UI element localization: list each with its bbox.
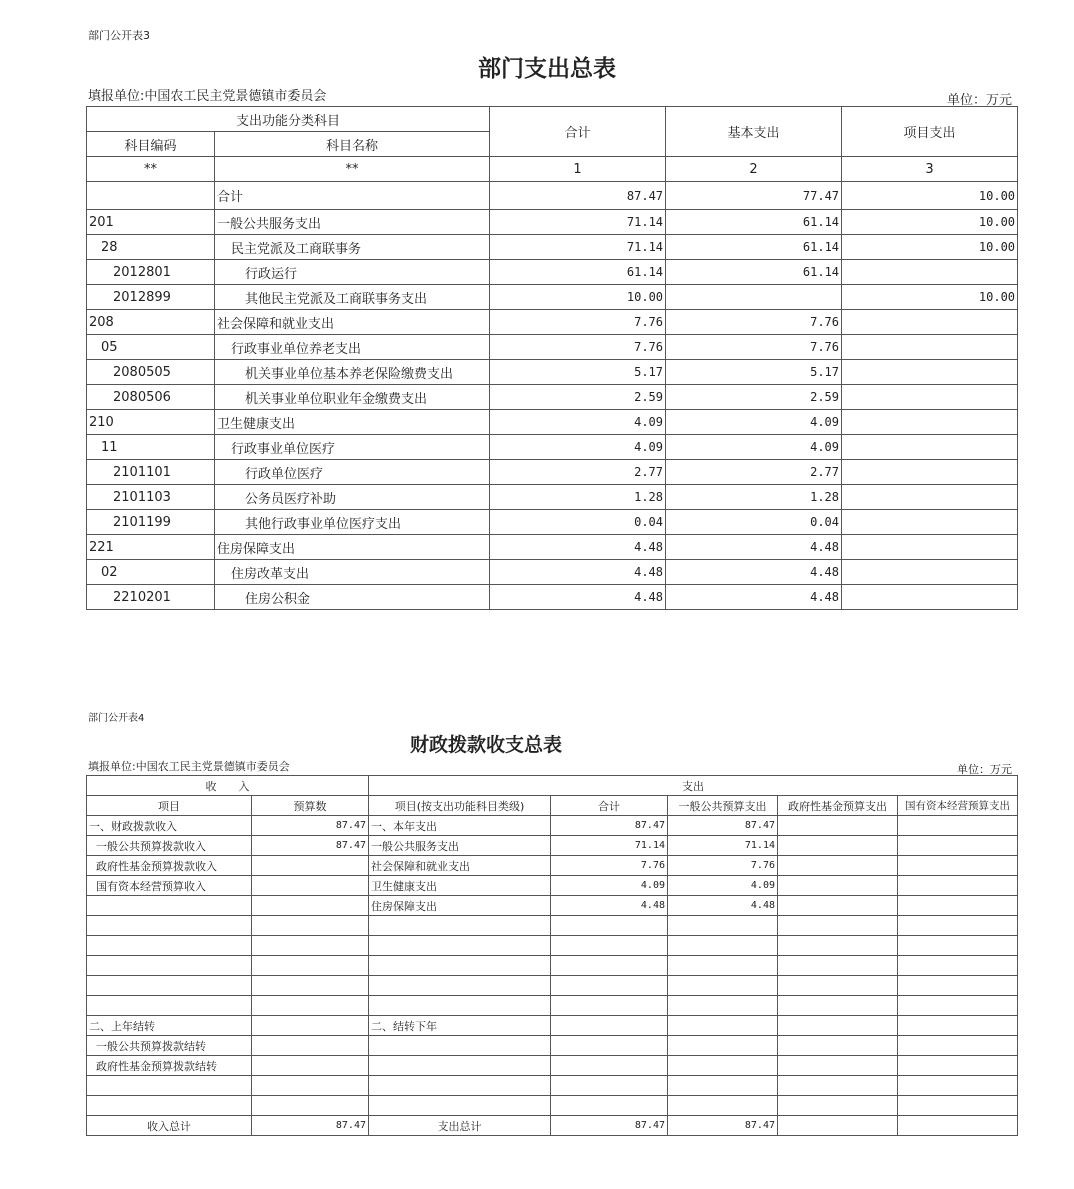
basic-cell: 5.17 bbox=[666, 360, 842, 385]
fund-cell bbox=[778, 1096, 898, 1116]
state-cell bbox=[898, 1076, 1018, 1096]
table-row bbox=[87, 310, 1018, 335]
code-cell: 02 bbox=[87, 560, 215, 585]
code-cell: 210 bbox=[87, 410, 215, 435]
expense-item-cell: 一、本年支出 bbox=[369, 816, 551, 836]
header-code: 科目编码 bbox=[87, 132, 215, 157]
state-cell bbox=[898, 956, 1018, 976]
general-cell: 7.76 bbox=[668, 856, 778, 876]
fund-cell bbox=[778, 1056, 898, 1076]
total-cell: 87.47 bbox=[490, 182, 666, 210]
table-row bbox=[87, 285, 1018, 310]
table-row bbox=[87, 585, 1018, 610]
income-item-cell bbox=[87, 936, 252, 956]
page-title: 财政拨款收支总表 bbox=[410, 734, 563, 756]
fund-cell bbox=[778, 1036, 898, 1056]
table-row bbox=[87, 235, 1018, 260]
total-cell bbox=[551, 1056, 668, 1076]
header-state: 国有资本经营预算支出 bbox=[898, 796, 1018, 816]
basic-cell: 4.09 bbox=[666, 410, 842, 435]
total-cell bbox=[551, 996, 668, 1016]
code-cell: 2101101 bbox=[87, 460, 215, 485]
project-cell: 10.00 bbox=[842, 182, 1018, 210]
general-cell bbox=[668, 1096, 778, 1116]
project-cell bbox=[842, 485, 1018, 510]
expense-item-cell bbox=[369, 916, 551, 936]
total-cell: 7.76 bbox=[490, 310, 666, 335]
header-expense: 支出 bbox=[369, 776, 1018, 796]
budget-cell bbox=[252, 856, 369, 876]
total-cell bbox=[551, 1096, 668, 1116]
table-row bbox=[87, 182, 1018, 210]
header-total: 合计 bbox=[551, 796, 668, 816]
income-total-label: 收入总计 bbox=[87, 1116, 252, 1136]
code-cell: 221 bbox=[87, 535, 215, 560]
fund-cell bbox=[778, 816, 898, 836]
general-cell bbox=[668, 916, 778, 936]
name-cell: 住房公积金 bbox=[215, 585, 490, 610]
total-cell: 87.47 bbox=[551, 816, 668, 836]
total-cell: 4.09 bbox=[490, 410, 666, 435]
table-row bbox=[87, 916, 1018, 936]
name-cell: 行政事业单位医疗 bbox=[215, 435, 490, 460]
table-row bbox=[87, 485, 1018, 510]
budget-cell bbox=[252, 876, 369, 896]
project-cell bbox=[842, 460, 1018, 485]
expense-item-cell: 住房保障支出 bbox=[369, 896, 551, 916]
total-cell: 7.76 bbox=[551, 856, 668, 876]
project-cell bbox=[842, 385, 1018, 410]
general-cell bbox=[668, 1076, 778, 1096]
state-cell bbox=[898, 916, 1018, 936]
budget-cell bbox=[252, 1096, 369, 1116]
income-item-cell: 二、上年结转 bbox=[87, 1016, 252, 1036]
general-cell bbox=[668, 936, 778, 956]
basic-cell: 4.48 bbox=[666, 560, 842, 585]
general-cell: 71.14 bbox=[668, 836, 778, 856]
basic-cell: 61.14 bbox=[666, 235, 842, 260]
project-cell: 10.00 bbox=[842, 285, 1018, 310]
fund-cell bbox=[778, 916, 898, 936]
table-row bbox=[87, 1056, 1018, 1076]
code-cell: 2080506 bbox=[87, 385, 215, 410]
budget-cell bbox=[252, 936, 369, 956]
income-item-cell bbox=[87, 1096, 252, 1116]
total-cell: 2.77 bbox=[490, 460, 666, 485]
budget-cell bbox=[252, 896, 369, 916]
total-cell: 87.47 bbox=[551, 1116, 668, 1136]
code-cell: 2210201 bbox=[87, 585, 215, 610]
index-cell: ** bbox=[87, 157, 215, 182]
total-cell: 4.48 bbox=[551, 896, 668, 916]
expense-item-cell bbox=[369, 1036, 551, 1056]
header-income: 收 入 bbox=[87, 776, 369, 796]
total-cell: 2.59 bbox=[490, 385, 666, 410]
basic-cell: 2.77 bbox=[666, 460, 842, 485]
reporting-unit: 填报单位:中国农工民主党景德镇市委员会 bbox=[88, 760, 290, 773]
name-cell: 行政单位医疗 bbox=[215, 460, 490, 485]
name-cell: 社会保障和就业支出 bbox=[215, 310, 490, 335]
general-cell bbox=[668, 1036, 778, 1056]
unit-label: 单位：万元 bbox=[947, 93, 1013, 108]
budget-cell bbox=[252, 996, 369, 1016]
basic-cell: 4.48 bbox=[666, 585, 842, 610]
total-cell: 71.14 bbox=[551, 836, 668, 856]
general-cell bbox=[668, 976, 778, 996]
name-cell: 卫生健康支出 bbox=[215, 410, 490, 435]
fund-cell bbox=[778, 936, 898, 956]
index-cell: ** bbox=[215, 157, 490, 182]
state-cell bbox=[898, 836, 1018, 856]
state-cell bbox=[898, 1096, 1018, 1116]
fund-cell bbox=[778, 876, 898, 896]
total-cell: 10.00 bbox=[490, 285, 666, 310]
state-cell bbox=[898, 816, 1018, 836]
basic-cell: 2.59 bbox=[666, 385, 842, 410]
budget-cell bbox=[252, 976, 369, 996]
table-row bbox=[87, 856, 1018, 876]
fund-cell bbox=[778, 1016, 898, 1036]
total-cell: 61.14 bbox=[490, 260, 666, 285]
table-row bbox=[87, 896, 1018, 916]
header-item: 项目 bbox=[87, 796, 252, 816]
header-budget: 预算数 bbox=[252, 796, 369, 816]
expense-item-cell bbox=[369, 956, 551, 976]
general-cell: 4.09 bbox=[668, 876, 778, 896]
general-cell bbox=[668, 1056, 778, 1076]
general-cell bbox=[668, 1016, 778, 1036]
basic-cell: 77.47 bbox=[666, 182, 842, 210]
expense-item-cell bbox=[369, 976, 551, 996]
income-item-cell: 一、财政拨款收入 bbox=[87, 816, 252, 836]
expenditure-summary-table bbox=[86, 106, 1018, 610]
index-cell: 3 bbox=[842, 157, 1018, 182]
total-cell bbox=[551, 976, 668, 996]
income-item-cell bbox=[87, 916, 252, 936]
state-cell bbox=[898, 976, 1018, 996]
budget-cell: 87.47 bbox=[252, 816, 369, 836]
unit-label: 单位：万元 bbox=[957, 763, 1012, 776]
project-cell bbox=[842, 510, 1018, 535]
expense-item-cell: 一般公共服务支出 bbox=[369, 836, 551, 856]
reporting-unit: 填报单位:中国农工民主党景德镇市委员会 bbox=[88, 89, 327, 104]
total-cell bbox=[551, 956, 668, 976]
code-cell: 11 bbox=[87, 435, 215, 460]
general-cell: 87.47 bbox=[668, 1116, 778, 1136]
budget-cell bbox=[252, 916, 369, 936]
budget-cell bbox=[252, 1016, 369, 1036]
state-cell bbox=[898, 896, 1018, 916]
total-cell: 4.48 bbox=[490, 585, 666, 610]
index-cell: 1 bbox=[490, 157, 666, 182]
basic-cell: 0.04 bbox=[666, 510, 842, 535]
code-cell: 208 bbox=[87, 310, 215, 335]
table-row bbox=[87, 1016, 1018, 1036]
state-cell bbox=[898, 1016, 1018, 1036]
table-row bbox=[87, 210, 1018, 235]
expense-item-cell: 社会保障和就业支出 bbox=[369, 856, 551, 876]
name-cell: 机关事业单位职业年金缴费支出 bbox=[215, 385, 490, 410]
fund-cell bbox=[778, 996, 898, 1016]
table-row bbox=[87, 816, 1018, 836]
header-total: 合计 bbox=[490, 107, 666, 157]
name-cell: 其他行政事业单位医疗支出 bbox=[215, 510, 490, 535]
general-cell: 87.47 bbox=[668, 816, 778, 836]
basic-cell: 7.76 bbox=[666, 310, 842, 335]
income-item-cell: 政府性基金预算拨款收入 bbox=[87, 856, 252, 876]
table-row bbox=[87, 435, 1018, 460]
code-cell: 2101199 bbox=[87, 510, 215, 535]
table-row bbox=[87, 996, 1018, 1016]
project-cell bbox=[842, 410, 1018, 435]
total-row bbox=[87, 1116, 1018, 1136]
basic-cell: 1.28 bbox=[666, 485, 842, 510]
total-cell: 71.14 bbox=[490, 210, 666, 235]
header-group: 支出功能分类科目 bbox=[87, 107, 490, 132]
income-item-cell: 一般公共预算拨款收入 bbox=[87, 836, 252, 856]
code-cell: 2012899 bbox=[87, 285, 215, 310]
basic-cell: 4.09 bbox=[666, 435, 842, 460]
code-cell: 2101103 bbox=[87, 485, 215, 510]
income-item-cell bbox=[87, 956, 252, 976]
code-cell: 2080505 bbox=[87, 360, 215, 385]
header-exp-item: 项目(按支出功能科目类级) bbox=[369, 796, 551, 816]
total-cell: 4.48 bbox=[490, 560, 666, 585]
income-total: 87.47 bbox=[252, 1116, 369, 1136]
basic-cell: 61.14 bbox=[666, 210, 842, 235]
basic-cell bbox=[666, 285, 842, 310]
state-cell bbox=[898, 1116, 1018, 1136]
income-item-cell bbox=[87, 896, 252, 916]
total-cell: 0.04 bbox=[490, 510, 666, 535]
name-cell: 民主党派及工商联事务 bbox=[215, 235, 490, 260]
table-row bbox=[87, 976, 1018, 996]
project-cell bbox=[842, 360, 1018, 385]
code-cell: 05 bbox=[87, 335, 215, 360]
total-cell bbox=[551, 916, 668, 936]
table-row bbox=[87, 335, 1018, 360]
income-item-cell: 政府性基金预算拨款结转 bbox=[87, 1056, 252, 1076]
name-cell: 行政事业单位养老支出 bbox=[215, 335, 490, 360]
name-cell: 公务员医疗补助 bbox=[215, 485, 490, 510]
general-cell bbox=[668, 956, 778, 976]
table-row bbox=[87, 1076, 1018, 1096]
state-cell bbox=[898, 1056, 1018, 1076]
project-cell: 10.00 bbox=[842, 235, 1018, 260]
budget-cell bbox=[252, 1076, 369, 1096]
expense-total-label: 支出总计 bbox=[369, 1116, 551, 1136]
budget-cell bbox=[252, 956, 369, 976]
code-cell bbox=[87, 182, 215, 210]
budget-cell bbox=[252, 1036, 369, 1056]
fund-cell bbox=[778, 856, 898, 876]
fund-cell bbox=[778, 956, 898, 976]
name-cell: 行政运行 bbox=[215, 260, 490, 285]
general-cell: 4.48 bbox=[668, 896, 778, 916]
header-fund: 政府性基金预算支出 bbox=[778, 796, 898, 816]
total-cell: 5.17 bbox=[490, 360, 666, 385]
basic-cell: 4.48 bbox=[666, 535, 842, 560]
table-row bbox=[87, 510, 1018, 535]
fiscal-allocation-table bbox=[86, 775, 1018, 1136]
total-cell: 4.09 bbox=[490, 435, 666, 460]
total-cell bbox=[551, 1076, 668, 1096]
basic-cell: 7.76 bbox=[666, 335, 842, 360]
expense-item-cell bbox=[369, 1096, 551, 1116]
name-cell: 住房改革支出 bbox=[215, 560, 490, 585]
table-row bbox=[87, 876, 1018, 896]
total-cell: 4.09 bbox=[551, 876, 668, 896]
budget-cell: 87.47 bbox=[252, 836, 369, 856]
header-general: 一般公共预算支出 bbox=[668, 796, 778, 816]
expense-item-cell: 卫生健康支出 bbox=[369, 876, 551, 896]
expense-item-cell bbox=[369, 936, 551, 956]
name-cell: 一般公共服务支出 bbox=[215, 210, 490, 235]
fund-cell bbox=[778, 1116, 898, 1136]
expense-item-cell: 二、结转下年 bbox=[369, 1016, 551, 1036]
fund-cell bbox=[778, 836, 898, 856]
total-cell bbox=[551, 1016, 668, 1036]
table-row bbox=[87, 385, 1018, 410]
header-basic: 基本支出 bbox=[666, 107, 842, 157]
code-cell: 201 bbox=[87, 210, 215, 235]
project-cell bbox=[842, 435, 1018, 460]
name-cell: 机关事业单位基本养老保险缴费支出 bbox=[215, 360, 490, 385]
table-row bbox=[87, 836, 1018, 856]
name-cell: 住房保障支出 bbox=[215, 535, 490, 560]
fund-cell bbox=[778, 976, 898, 996]
code-cell: 2012801 bbox=[87, 260, 215, 285]
page-title: 部门支出总表 bbox=[478, 55, 616, 82]
state-cell bbox=[898, 996, 1018, 1016]
project-cell: 10.00 bbox=[842, 210, 1018, 235]
project-cell bbox=[842, 535, 1018, 560]
project-cell bbox=[842, 335, 1018, 360]
table-row bbox=[87, 936, 1018, 956]
total-cell bbox=[551, 1036, 668, 1056]
project-cell bbox=[842, 260, 1018, 285]
budget-cell bbox=[252, 1056, 369, 1076]
total-cell: 1.28 bbox=[490, 485, 666, 510]
table-row bbox=[87, 1096, 1018, 1116]
state-cell bbox=[898, 876, 1018, 896]
name-cell: 其他民主党派及工商联事务支出 bbox=[215, 285, 490, 310]
table-label: 部门公开表3 bbox=[88, 29, 150, 42]
income-item-cell bbox=[87, 976, 252, 996]
income-item-cell bbox=[87, 996, 252, 1016]
general-cell bbox=[668, 996, 778, 1016]
income-item-cell: 国有资本经营预算收入 bbox=[87, 876, 252, 896]
table-row bbox=[87, 560, 1018, 585]
state-cell bbox=[898, 936, 1018, 956]
project-cell bbox=[842, 560, 1018, 585]
total-cell bbox=[551, 936, 668, 956]
fund-cell bbox=[778, 1076, 898, 1096]
code-cell: 28 bbox=[87, 235, 215, 260]
table-row bbox=[87, 260, 1018, 285]
table-row bbox=[87, 956, 1018, 976]
table-row bbox=[87, 410, 1018, 435]
header-name: 科目名称 bbox=[215, 132, 490, 157]
basic-cell: 61.14 bbox=[666, 260, 842, 285]
table-row bbox=[87, 460, 1018, 485]
header-project: 项目支出 bbox=[842, 107, 1018, 157]
state-cell bbox=[898, 1036, 1018, 1056]
total-cell: 71.14 bbox=[490, 235, 666, 260]
project-cell bbox=[842, 310, 1018, 335]
income-item-cell bbox=[87, 1076, 252, 1096]
fund-cell bbox=[778, 896, 898, 916]
expense-item-cell bbox=[369, 996, 551, 1016]
income-item-cell: 一般公共预算拨款结转 bbox=[87, 1036, 252, 1056]
table-label: 部门公开表4 bbox=[88, 713, 145, 724]
table-row bbox=[87, 360, 1018, 385]
project-cell bbox=[842, 585, 1018, 610]
total-cell: 4.48 bbox=[490, 535, 666, 560]
total-cell: 7.76 bbox=[490, 335, 666, 360]
state-cell bbox=[898, 856, 1018, 876]
name-cell: 合计 bbox=[215, 182, 490, 210]
table-row bbox=[87, 535, 1018, 560]
index-cell: 2 bbox=[666, 157, 842, 182]
expense-item-cell bbox=[369, 1076, 551, 1096]
table-row bbox=[87, 1036, 1018, 1056]
expense-item-cell bbox=[369, 1056, 551, 1076]
